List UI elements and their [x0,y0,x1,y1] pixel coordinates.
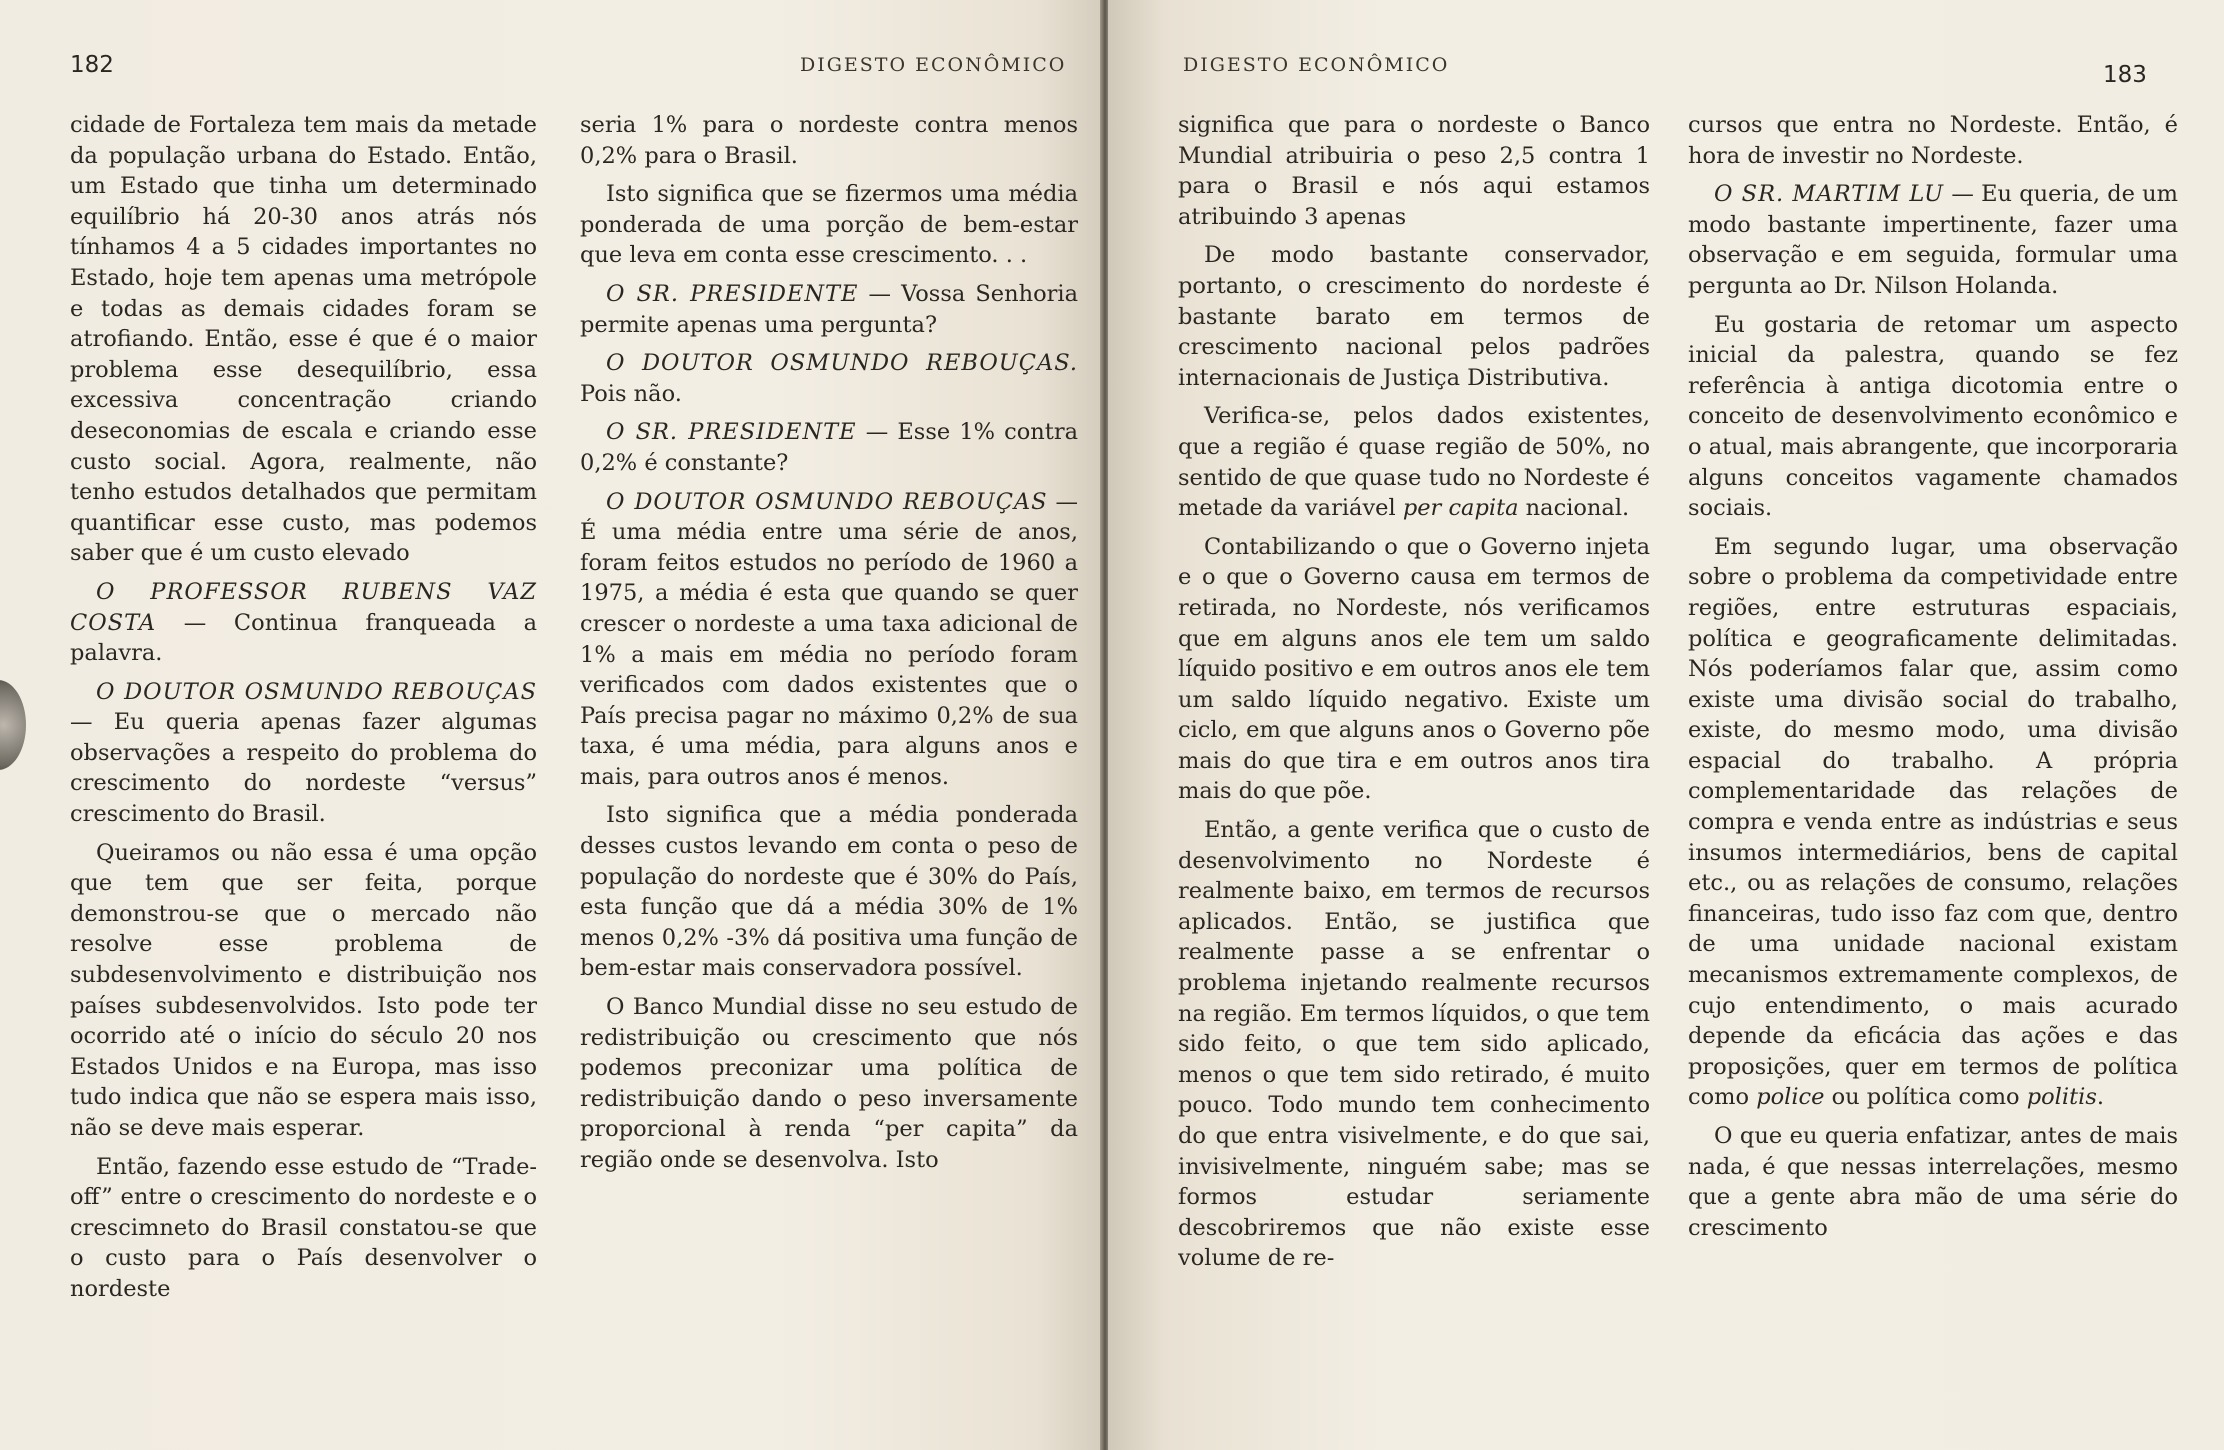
paragraph: Isto significa que a média ponderada desses custos levando em conta o peso de população do nordeste que é 30% do País, esta função que dá a média 30% de 1% menos 0,2% -3% dá positiva uma função de bem-estar mais conservadora possível. [580,802,1078,982]
speaker-name: O DOUTOR OSMUNDO REBOUÇAS [606,488,1048,515]
paragraph: Então, a gente verifica que o custo de desenvolvimento no Nordeste é realmente baixo, em termos de recursos aplicados. Então, se justifica que realmente passe a se enfrentar o problema injetando realmente recursos na região. Em termos líquidos, o que tem sido feito, o que tem sido aplicado, menos o que tem sido retirado, é muito pouco. Todo mundo tem conhecimento do que entra visivelmente, e do que sai, invisivelmente, ninguém sabe; mas se formos estudar seriamente descobriremos que não existe esse volume de re- [1178,817,1650,1272]
speech-text: — Vossa Senhoria permite apenas uma pergunta? [580,280,1078,338]
paragraph: O que eu queria enfatizar, antes de mais nada, é que nessas interrelações, mesmo que a gente abra mão de uma série do crescimento [1688,1123,2178,1241]
thumb-shadow [0,680,26,770]
paragraph: Eu gostaria de retomar um aspecto inicial da palestra, quando se fez referência à antiga dicotomia entre o conceito de desenvolvimento econômico e o atual, mais abrangente, que incorporaria alguns conceitos vagamente chamados sociais. [1688,311,2178,522]
speaker-name: O PROFESSOR RUBENS VAZ COSTA [70,578,537,636]
paragraph [1178,401,1650,523]
paragraph: Então, fazendo esse estudo de “Trade-off” entre o crescimento do nordeste e o crescimneto do Brasil constatou-se que o custo para o País desenvolver o nordeste [70,1153,537,1302]
page-number: 183 [2103,62,2147,88]
speech-text: — Eu queria apenas fazer algumas observações a respeito do problema do crescimento do nordeste “versus” crescimento do Brasil. [70,709,537,828]
speaker-name: O DOUTOR OSMUNDO REBOUÇAS. [606,350,1078,377]
paragraph: Queiramos ou não essa é uma opção que tem que ser feita, porque demonstrou-se que o mercado não resolve esse problema de subdesenvolvimento e distribuição nos países subdesenvolvidos. Isto pode ter ocorrido até o início do século 20 nos Estados Unidos e na Europa, mas isso tudo indica que não se espera mais isso, não se deve mais esperar. [70,839,537,1141]
text-run: Verifica-se, pelos dados existentes, que a região é quase região de 50%, no sentido de que quase tudo no Nordeste é metade da variável [1178,403,1650,522]
emphasis-text: politis [2026,1084,2097,1111]
paragraph [70,677,537,830]
text-column-2 [580,110,1078,1440]
speaker-name: O SR. PRESIDENTE [606,280,859,307]
speech-text: — Eu queria, de um modo bastante impertinente, fazer uma observação e em seguida, formular uma pergunta ao Dr. Nilson Holanda. [1688,181,2178,299]
right-page [1108,0,2224,1450]
speaker-name: O SR. MARTIM LU [1714,181,1945,208]
page-number: 182 [70,52,114,78]
emphasis-text: police [1756,1084,1825,1111]
running-head: DIGESTO ECONÔMICO [800,54,1067,76]
text-run: ou política como [1824,1084,2027,1111]
speech-text: — Continua franqueada a palavra. [70,609,537,667]
paragraph: seria 1% para o nordeste contra menos 0,2% para o Brasil. [580,112,1078,169]
text-run: Em segundo lugar, uma observação sobre o problema da competividade entre regiões, entre estruturas espaciais, política e geograficamente delimitadas. Nós poderíamos falar que, assim como existe uma divisão social do trabalho, existe, do mesmo modo, uma divisão espacial do trabalho. A própria complementaridade das relações de compra e venda entre as indústrias e seus insumos intermediários, bens de capital etc., ou as relações de consumo, relações financeiras, tudo isso faz com que, dentro de uma unidade nacional existam mecanismos extremamente complexos, de cujo entendimento, o mais acurado depende da eficácia das ações e das proposições, quer em termos de política como [1688,533,2178,1111]
speech-text: — Esse 1% contra 0,2% é constante? [580,419,1078,476]
emphasis-text: per capita [1402,495,1519,522]
text-column-4 [1688,110,2178,1440]
running-head: DIGESTO ECONÔMICO [1183,54,1450,76]
paragraph [580,279,1078,340]
paragraph: O Banco Mundial disse no seu estudo de redistribuição ou crescimento que nós podemos preconizar uma política de redistribuição dando o peso inversamente proporcional à renda “per capita” da região onde se desenvolva. Isto [580,994,1078,1173]
paragraph: significa que para o nordeste o Banco Mundial atribuiria o peso 2,5 contra 1 para o Brasil e nós aqui estamos atribuindo 3 apenas [1178,112,1650,230]
text-column-1 [70,110,537,1440]
paragraph [1688,532,2178,1113]
paragraph [580,348,1078,409]
paragraph: Contabilizando o que o Governo injeta e o que o Governo causa em termos de retirada, no Nordeste, nós verificamos que em alguns anos ele tem um saldo líquido positivo e em outros anos ele tem um saldo líquido negativo. Existe um ciclo, em que alguns anos o Governo põe mais do que tira e em outros anos tira mais do que põe. [1178,533,1650,805]
speech-text: Pois não. [580,380,682,407]
paragraph [580,417,1078,478]
paragraph [70,577,537,669]
paragraph [580,487,1078,793]
text-run: . [2096,1084,2105,1111]
paragraph: cidade de Fortaleza tem mais da metade da população urbana do Estado. Então, um Estado que tinha um determinado equilíbrio há 20-30 anos atrás nós tínhamos 4 a 5 cidades importantes no Estado, hoje tem apenas uma metrópole e todas as demais cidades foram se atrofiando. Então, esse é que é o maior problema esse desequilíbrio, essa excessiva concentração criando deseconomias de escala e criando esse custo social. Agora, realmente, não tenho estudos detalhados que permitam quantificar esse custo, mas podemos saber que é um custo elevado [70,112,537,567]
speech-text: — É uma média entre uma série de anos, foram feitos estudos no período de 1960 a 1975, a média é esta que quando se quer crescer o nordeste a uma taxa adicional de 1% a mais em média no período foram verificados com dados existentes que o País precisa pagar no máximo 0,2% de sua taxa, é uma média, para alguns anos e mais, para outros anos é menos. [580,488,1078,790]
text-column-3 [1178,110,1650,1440]
paragraph: cursos que entra no Nordeste. Então, é hora de investir no Nordeste. [1688,112,2178,169]
text-run: nacional. [1518,495,1630,522]
left-page [0,0,1102,1450]
paragraph: Isto significa que se fizermos uma média ponderada de uma porção de bem-estar que leva em conta esse crescimento. . . [580,181,1078,269]
paragraph [1688,179,2178,301]
speaker-name: O DOUTOR OSMUNDO REBOUÇAS [96,678,537,705]
speaker-name: O SR. PRESIDENTE [606,419,857,446]
paragraph: De modo bastante conservador, portanto, o crescimento do nordeste é bastante barato em termos de crescimento nacional pelos padrões internacionais de Justiça Distributiva. [1178,242,1650,391]
